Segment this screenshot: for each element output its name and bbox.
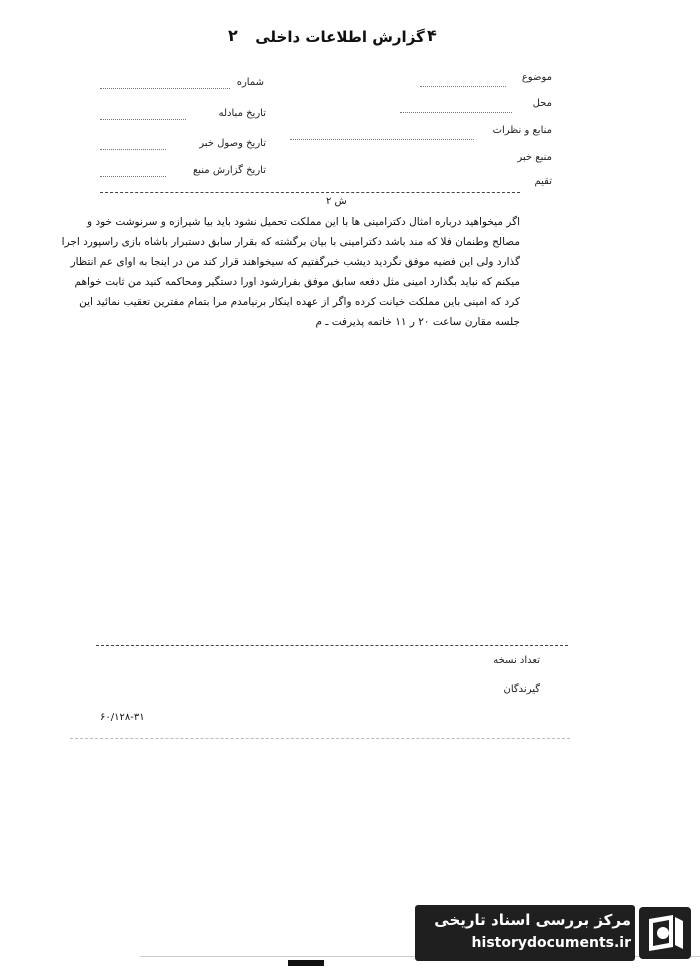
body-line: کرد که امینی باین مملکت خیانت کرده واگر از عهده اینکار برنیامدم مرا بتمام مفترین تعقیب نمائید این [79, 296, 520, 308]
title-mark-left: ۲ [228, 26, 238, 45]
body-line: گذارد ولی این فضیه موفق نگردید دیشب خبرگفتیم که سیخواهند قرار کند من در اینجا به اوای عم انتظار [70, 256, 520, 268]
field-label-news-source: منبع خبر [517, 152, 552, 163]
watermark-text-en: historydocuments.ir [471, 935, 631, 951]
field-label-location: محل [532, 98, 552, 109]
field-line-exchange-date [100, 119, 186, 120]
body-line: میکنم که نباید بگذارد امینی مثل دفعه سابق موفق بفرارشود اورا دستگیر ومحاکمه کنید من ثابت خواهم [74, 276, 520, 288]
field-line-number [100, 88, 230, 89]
footer-divider [96, 645, 568, 646]
field-label-sources: منابع و نظرات [492, 125, 552, 136]
field-label-receipt-date: تاریخ وصول خبر [199, 138, 266, 149]
field-label-subject: موضوع [521, 72, 552, 83]
recipients-label: گیرندگان [503, 684, 540, 695]
field-line-location [400, 112, 512, 113]
body-line: مصالح وطنمان فلا که مند باشد دکترامینی با بیان برگشته که بقرار سابق دستبرار باشاه بازی راسپورد اجرا [61, 236, 520, 248]
body-line: جلسه مقارن ساعت ۲۰ ر ۱۱ خاتمه پذیرفت ـ م [315, 316, 520, 328]
field-line-sources [290, 139, 474, 140]
document-title: گزارش اطلاعات داخلی [255, 28, 425, 46]
field-label-assessment: تقیم [534, 176, 552, 187]
watermark-logo [415, 905, 695, 961]
section-marker: ش ۲ [326, 196, 347, 207]
field-line-source-report-date [100, 176, 166, 177]
field-label-number: شماره [236, 77, 264, 88]
field-label-source-report-date: تاریخ گزارش منبع [192, 165, 266, 176]
archive-emblem-icon [639, 907, 691, 959]
body-line: اگر میخواهید درباره امثال دکترامینی ها با این مملکت تحمیل نشود باید بیا شیرازه و سرنوشت خود و [87, 216, 520, 228]
title-mark-right: ۴ [427, 26, 437, 45]
copies-label: تعداد نسخه [493, 655, 540, 666]
watermark-text-fa: مرکز بررسی اسناد تاریخی [434, 911, 631, 929]
faint-scan-line [70, 738, 570, 739]
field-line-receipt-date [100, 149, 166, 150]
report-body [62, 212, 520, 332]
scan-artifact [288, 960, 324, 966]
header-divider [100, 192, 520, 193]
field-label-exchange-date: تاریخ مبادله [218, 108, 266, 119]
field-line-subject [420, 86, 506, 87]
reference-number: ۶۰/۱۲۸-۳۱ [100, 712, 145, 723]
